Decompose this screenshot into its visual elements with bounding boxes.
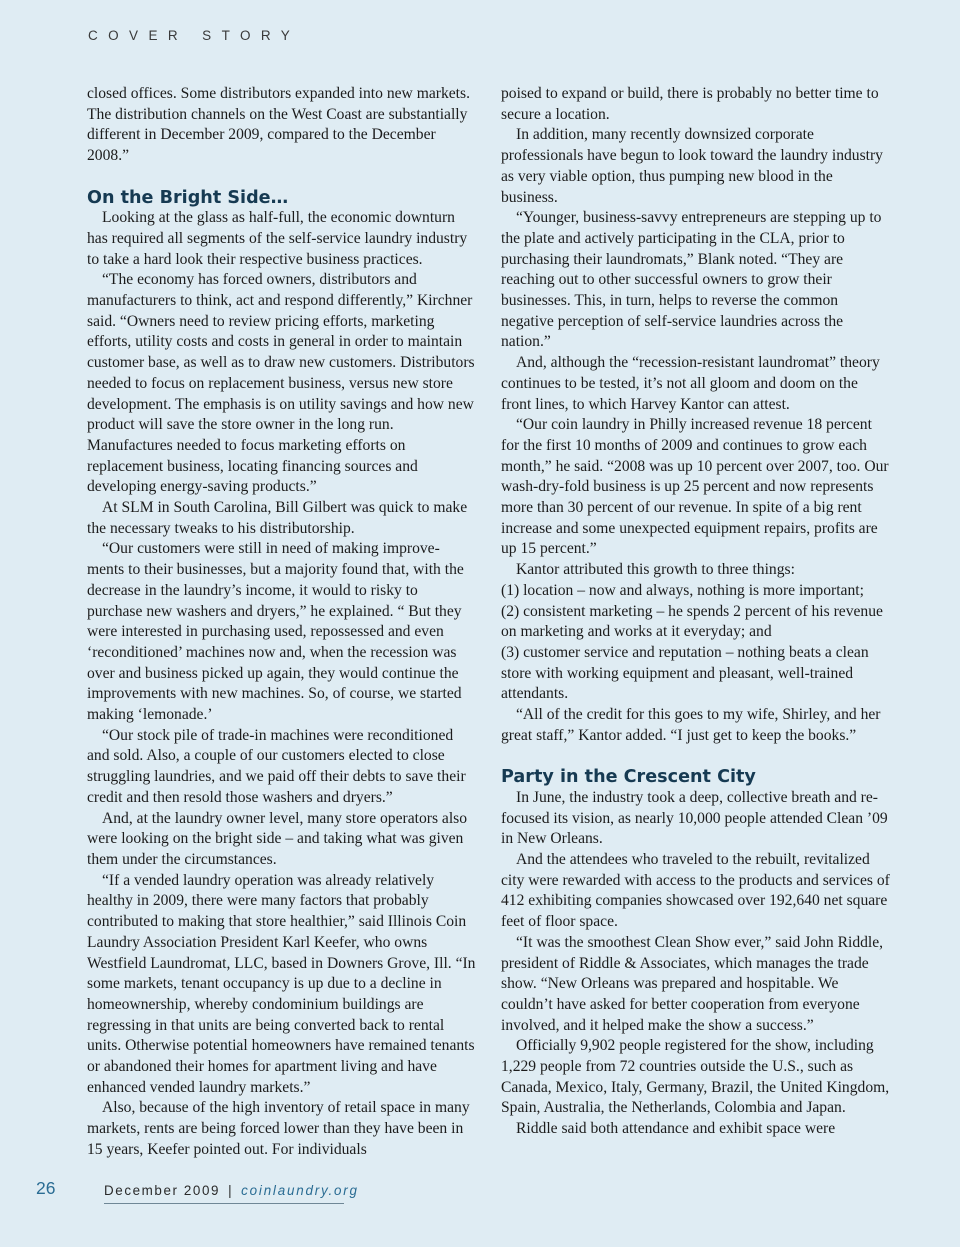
paragraph: “All of the credit for this goes to my wife, Shirley, and her great staff,” Kantor added. “I just get to keep the books.”: [501, 706, 881, 744]
footer-rule: [104, 1203, 344, 1204]
issue-date: December 2009: [104, 1183, 221, 1198]
paragraph: And the attendees who traveled to the rebuilt, revitalized city were rewarded with access to the products and services of 412 exhibiting companies showcased over 192,640 net square feet of floor space.: [501, 851, 890, 931]
page-number: 26: [36, 1178, 56, 1198]
paragraph: Also, because of the high inventory of retail space in many markets, rents are being forced lower than they have been in 15 years, Keefer pointed out. For individuals: [87, 1099, 470, 1158]
section-heading-crescent-city: Party in the Crescent City: [501, 767, 756, 788]
paragraph: In June, the industry took a deep, collective breath and re-focused its vision, as nearly 10,000 people attended Clean ’09 in New Orleans.: [501, 788, 888, 848]
paragraph: “Our coin laundry in Philly increased revenue 18 percent for the first 10 months of 2009 and continues to grow each month,” he said. “2008 was up 10 percent over 2007, too. Our wash-dry-fold business is up 25 percent and now represents more than 30 percent of our revenue. In spite of a big rent increase and some unexpected equipment repairs, profits are up 15 percent.”: [501, 416, 889, 558]
paragraph: Riddle said both attendance and exhibit space were: [516, 1120, 836, 1138]
list-item: (3) customer service and reputation – nothing beats a clean store with working equipment and pleasant, well-trained attendants.: [501, 643, 869, 703]
paragraph: Looking at the glass as half-full, the economic downturn has required all segments of the self-service laundry industry to take a hard look their respective business practices.: [87, 209, 468, 268]
left-column: [87, 84, 477, 1161]
right-column: [501, 84, 891, 1140]
paragraph: And, at the laundry owner level, many store operators also were looking on the bright side – and taking what was given them under the circumstances.: [87, 809, 468, 868]
list-item: (2) consistent marketing – he spends 2 percent of his revenue on marketing and works at it everyday; and: [501, 602, 883, 641]
paragraph: “Younger, business-savvy entrepreneurs are stepping up to the plate and actively participating in the CLA, prior to purchasing their laundromats,” Blank noted. “They are reaching out to other successful owners to grow their businesses. This, in turn, helps to reverse the common negative perception of self-service laundries across the nation.”: [501, 209, 882, 351]
paragraph: closed offices. Some distributors expanded into new markets. The distribution channels on the West Coast are substantially different in December 2009, compared to the December 2008.”: [87, 85, 470, 165]
paragraph: At SLM in South Carolina, Bill Gilbert was quick to make the necessary tweaks to his distributorship.: [87, 499, 468, 537]
footer-separator: |: [228, 1183, 234, 1198]
paragraph: Officially 9,902 people registered for the show, including 1,229 people from 72 countries outside the U.S., such as Canada, Mexico, Italy, Germany, Brazil, the United Kingdom, Spain, Australia, the Netherlands, Colombia and Japan.: [501, 1037, 890, 1117]
paragraph: Kantor attributed this growth to three things:: [516, 561, 795, 579]
section-header: COVER STORY: [88, 28, 301, 43]
section-heading-bright-side: On the Bright Side…: [87, 187, 289, 208]
paragraph: “If a vended laundry operation was already relatively healthy in 2009, there were many factors that probably contributed to making that store healthier,” said Illinois Coin Laundry Association President Karl Keefer, who owns Westfield Laundromat, LLC, based in Downers Grove, Ill. “In some markets, tenant occupancy is up due to a decline in homeownership, whereby condominium buildings are regressing in that units are being converted back to rental units. Otherwise potential homeowners have remained tenants or abandoned their homes for apartment living and have enhanced vended laundry markets.”: [87, 871, 476, 1096]
paragraph: “Our customers were still in need of making improve-ments to their businesses, but a majority found that, with the decrease in the laundry’s income, it would to risky to purchase new washers and dryers,” he explained. “ But they were interested in purchasing used, repossessed and even ‘reconditioned’ machines now and, when the recession was over and business picked up again, they would continue the improvements with new machines. So, of course, we started making ‘lemonade.’: [87, 540, 464, 724]
paragraph: “The economy has forced owners, distributors and manufacturers to think, act and respond differently,” Kirchner said. “Owners need to review pricing efforts, marketing efforts, utility costs and costs in general in order to maintain customer base, as well as to draw new customers. Distributors needed to focus on replacement business, versus new store development. The emphasis is on utility savings and how new product will save the store owner in the long run. Manufactures needed to focus marketing efforts on replacement business, locating financing sources and developing energy-saving products.”: [87, 271, 475, 496]
paragraph: “It was the smoothest Clean Show ever,” said John Riddle, president of Riddle & Associates, which manages the trade show. “New Orleans was prepared and hospitable. We couldn’t have asked for better cooperation from everyone involved, and it helped make the show a success.”: [501, 933, 884, 1034]
paragraph: In addition, many recently downsized corporate professionals have begun to look toward the laundry industry as very viable option, thus pumping new blood in the business.: [501, 126, 883, 206]
paragraph: poised to expand or build, there is probably no better time to secure a location.: [501, 85, 879, 123]
footer: [104, 1183, 359, 1198]
site-link[interactable]: coinlaundry.org: [241, 1183, 359, 1198]
paragraph: And, although the “recession-resistant laundromat” theory continues to be tested, it’s not all gloom and doom on the front lines, to which Harvey Kantor can attest.: [501, 354, 880, 413]
paragraph: “Our stock pile of trade-in machines were reconditioned and sold. Also, a couple of our customers elected to close struggling laundries, and we paid off their debts to save their credit and then resold those washers and dryers.”: [87, 726, 466, 806]
list-item: (1) location – now and always, nothing is more important;: [501, 581, 864, 599]
